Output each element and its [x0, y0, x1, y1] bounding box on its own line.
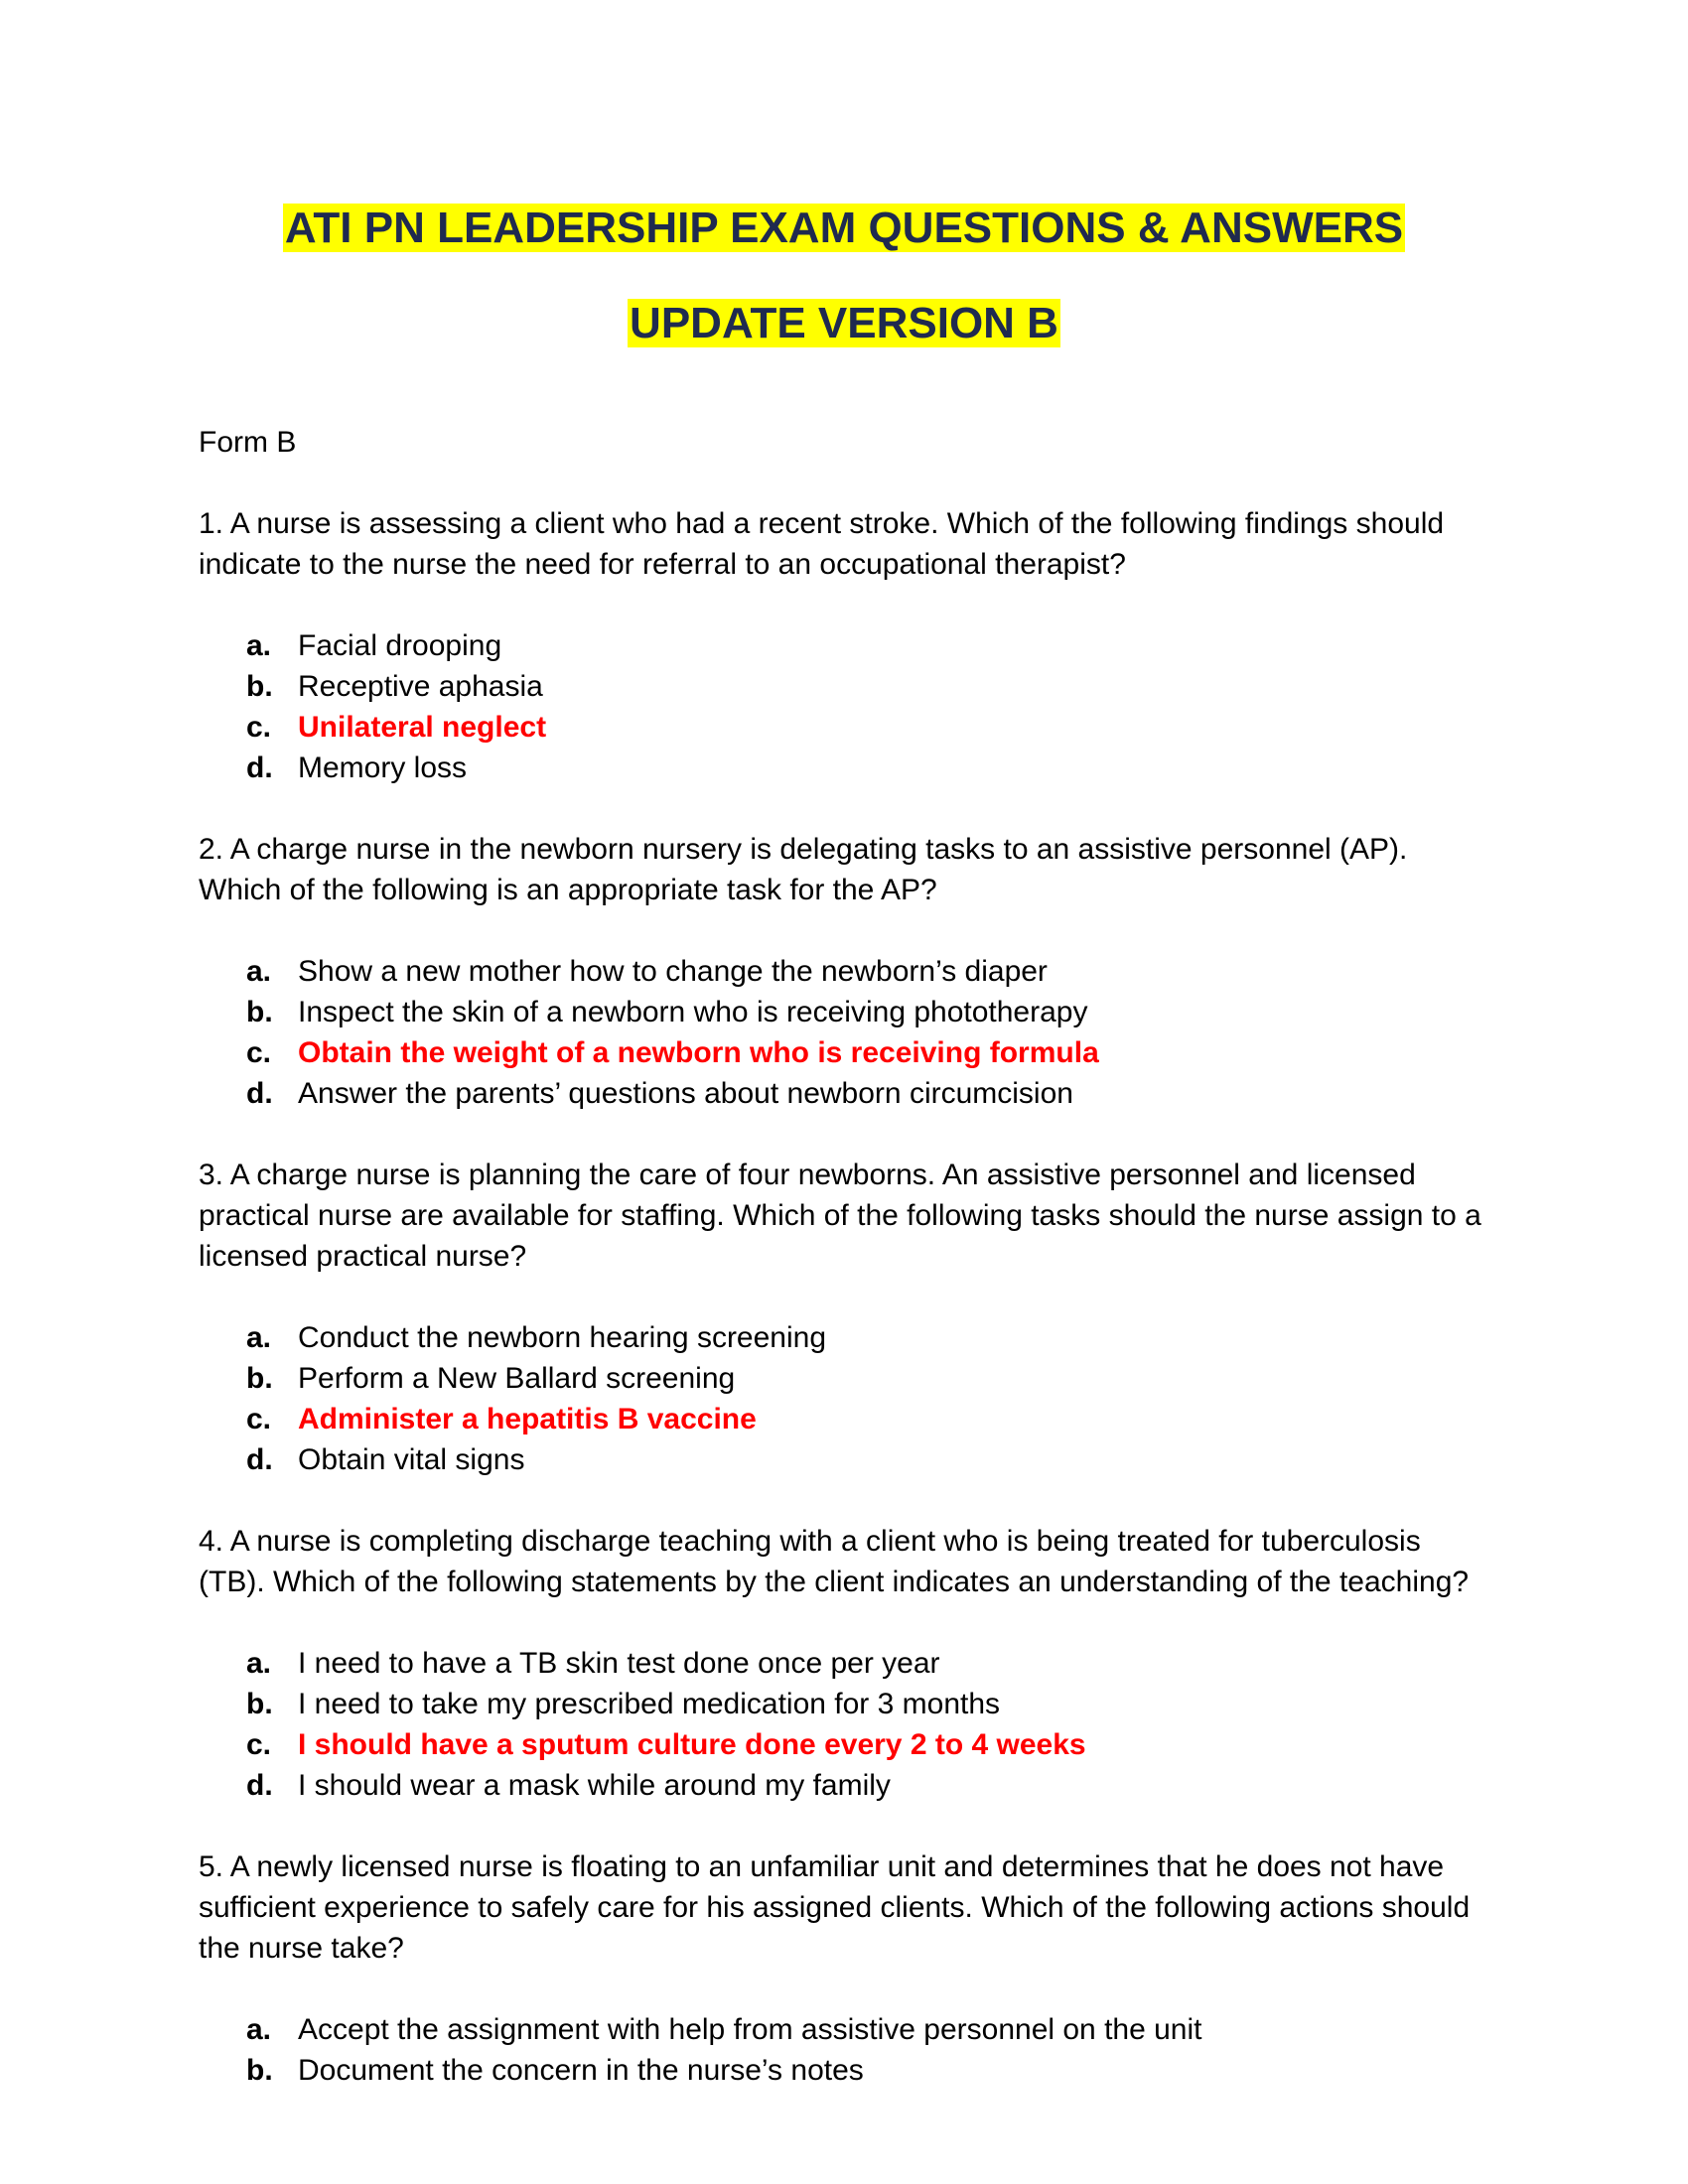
option-list	[199, 1643, 1489, 1806]
option-list	[199, 1317, 1489, 1480]
option-item	[199, 1765, 1489, 1806]
option-letter: b.	[246, 2054, 273, 2087]
option-letter: b.	[246, 1688, 273, 1720]
option-item	[199, 992, 1489, 1032]
option-item	[199, 951, 1489, 992]
option-item	[199, 1684, 1489, 1724]
option-letter: a.	[246, 1321, 272, 1354]
option-text: I need to have a TB skin test done once per year	[298, 1647, 940, 1680]
option-letter: b.	[246, 1362, 273, 1395]
option-item	[199, 1073, 1489, 1114]
question-text: 5. A newly licensed nurse is floating to an unfamiliar unit and determines that he does not have sufficient experience to safely care for his assigned clients. Which of the following actions should the nurse take?	[199, 1850, 1471, 1965]
correct-answer-text: I should have a sputum culture done every 2 to 4 weeks	[298, 1728, 1086, 1761]
option-letter: d.	[246, 1077, 273, 1110]
option-letter: c.	[246, 1728, 272, 1761]
option-text: Show a new mother how to change the newborn’s diaper	[298, 955, 1048, 988]
option-letter: d.	[246, 1443, 273, 1476]
document-title-line-1	[0, 201, 1688, 256]
option-text: Perform a New Ballard screening	[298, 1362, 736, 1395]
correct-answer-text: Unilateral neglect	[298, 711, 547, 744]
option-text: Obtain vital signs	[298, 1443, 525, 1476]
option-letter: c.	[246, 1036, 272, 1069]
option-letter: c.	[246, 711, 272, 744]
correct-answer-text: Obtain the weight of a newborn who is receiving formula	[298, 1036, 1099, 1069]
option-text: Receptive aphasia	[298, 670, 543, 703]
option-text: Memory loss	[298, 751, 468, 784]
option-letter: a.	[246, 2013, 272, 2046]
option-item	[199, 1358, 1489, 1399]
option-letter: d.	[246, 751, 273, 784]
option-item	[199, 1317, 1489, 1358]
option-item-correct	[199, 1032, 1489, 1073]
option-item	[199, 748, 1489, 788]
option-text: I need to take my prescribed medication for 3 months	[298, 1688, 1001, 1720]
option-item	[199, 1643, 1489, 1684]
option-item-correct	[199, 1724, 1489, 1765]
title-highlight: ATI PN LEADERSHIP EXAM QUESTIONS & ANSWERS	[284, 204, 1404, 252]
option-item	[199, 2009, 1489, 2050]
question-text: 1. A nurse is assessing a client who had a recent stroke. Which of the following findings should indicate to the nurse the need for referral to an occupational therapist?	[199, 507, 1445, 581]
option-text: I should wear a mask while around my family	[298, 1769, 891, 1802]
option-text: Inspect the skin of a newborn who is receiving phototherapy	[298, 996, 1088, 1028]
question-text: 4. A nurse is completing discharge teaching with a client who is being treated for tuberculosis (TB). Which of the following statements by the client indicates an understanding of the teaching?	[199, 1525, 1470, 1598]
option-list	[199, 2009, 1489, 2091]
option-letter: d.	[246, 1769, 273, 1802]
document-title-line-2	[199, 296, 1489, 351]
question-text: 2. A charge nurse in the newborn nursery is delegating tasks to an assistive personnel (AP). Which of the following is an appropriate task for the AP?	[199, 833, 1408, 906]
form-label: Form B	[199, 426, 297, 459]
option-text: Accept the assignment with help from assistive personnel on the unit	[298, 2013, 1202, 2046]
option-list	[199, 951, 1489, 1114]
option-item	[199, 1439, 1489, 1480]
option-letter: c.	[246, 1403, 272, 1435]
option-item	[199, 666, 1489, 707]
question-text: 3. A charge nurse is planning the care of four newborns. An assistive personnel and licensed practical nurse are available for staffing. Which of the following tasks should the nurse assign to a licensed practical nurse?	[199, 1159, 1481, 1273]
option-text: Answer the parents’ questions about newborn circumcision	[298, 1077, 1073, 1110]
option-text: Document the concern in the nurse’s notes	[298, 2054, 864, 2087]
option-text: Facial drooping	[298, 629, 502, 662]
option-letter: a.	[246, 1647, 272, 1680]
option-letter: b.	[246, 670, 273, 703]
document-body	[199, 422, 1489, 2131]
option-item	[199, 625, 1489, 666]
option-letter: a.	[246, 629, 272, 662]
option-letter: a.	[246, 955, 272, 988]
option-list	[199, 625, 1489, 788]
title-highlight: UPDATE VERSION B	[630, 299, 1058, 347]
option-letter: b.	[246, 996, 273, 1028]
option-item	[199, 2050, 1489, 2091]
option-item-correct	[199, 1399, 1489, 1439]
correct-answer-text: Administer a hepatitis B vaccine	[298, 1403, 757, 1435]
option-item-correct	[199, 707, 1489, 748]
option-text: Conduct the newborn hearing screening	[298, 1321, 827, 1354]
